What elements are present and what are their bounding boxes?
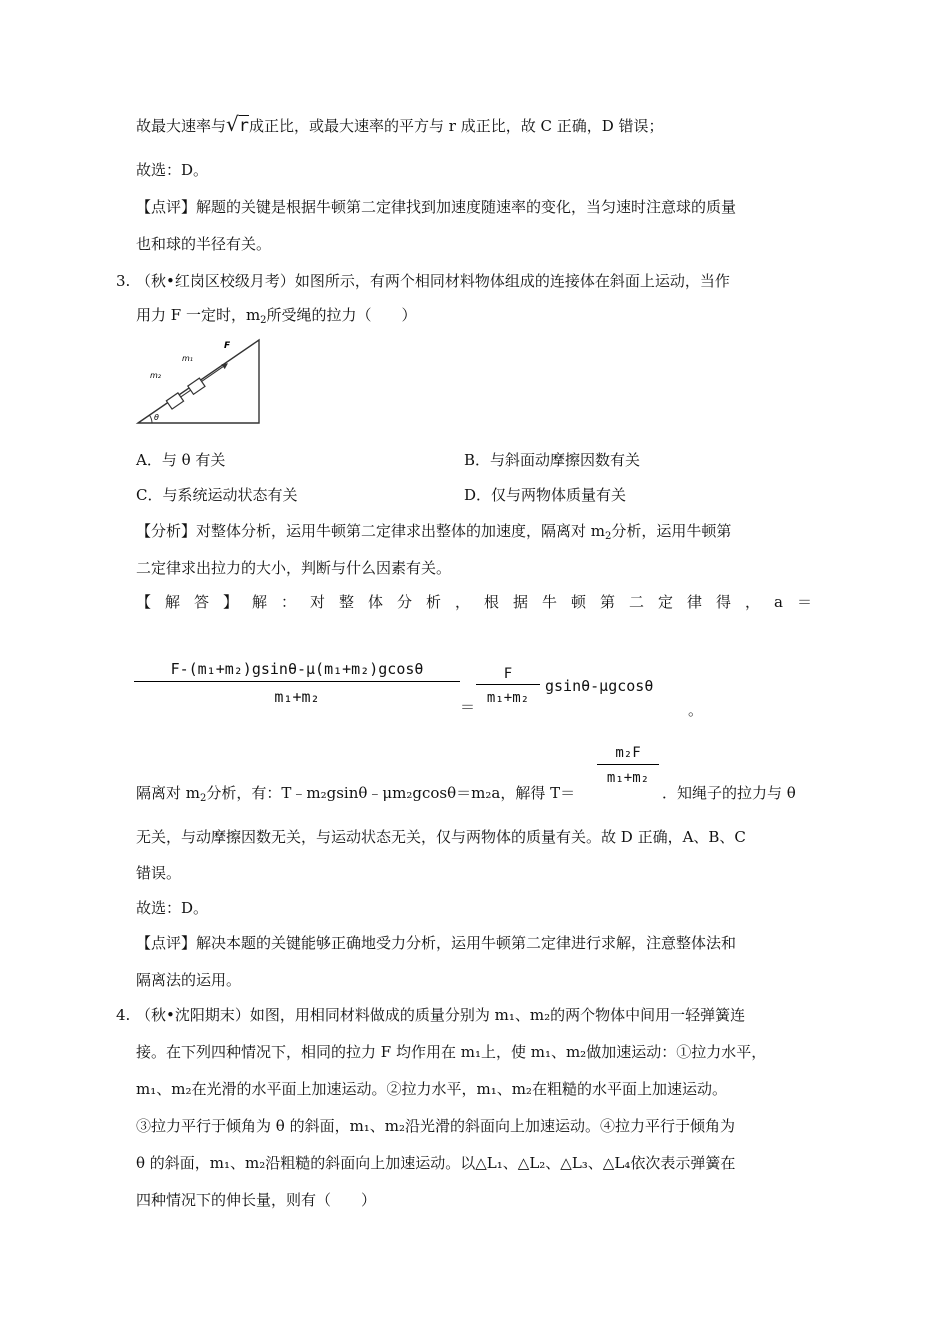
sol-token: 体 — [368, 593, 384, 611]
force-arrow — [202, 367, 223, 382]
sol-token: ＝ — [796, 593, 812, 611]
question-line: （秋•沈阳期末）如图，用相同材料做成的质量分别为 m₁、m₂的两个物体中间用一轻弹簧连 — [136, 1006, 746, 1024]
option-a: A．与 θ 有关 — [136, 451, 226, 469]
subscript: 2 — [200, 793, 207, 804]
question-line: 接。在下列四种情况下，相同的拉力 F 均作用在 m₁上，使 m₁、m₂做加速运动：①拉力水平， — [136, 1043, 767, 1061]
sol-token: ： — [281, 593, 297, 611]
sol-token: 解 — [252, 593, 268, 611]
text-segment: 故最大速率与 — [136, 117, 227, 135]
sol-token: 顿 — [571, 593, 587, 611]
sol-token: 整 — [339, 593, 355, 611]
sol-token: 对 — [310, 593, 326, 611]
label-m2: m₂ — [150, 371, 161, 380]
sol-token: 定 — [658, 593, 674, 611]
equation-period: 。 — [688, 701, 704, 719]
subscript: 2 — [260, 315, 267, 326]
question-line — [136, 305, 417, 331]
question-number: 3. — [116, 272, 131, 290]
solution-line — [136, 592, 812, 612]
angle-arc — [150, 415, 152, 423]
arrow-head — [221, 361, 229, 369]
text-segment: 成正比，或最大速率的平方与 r 成正比，故 C 正确，D 错误； — [249, 117, 664, 135]
label-F: F — [224, 341, 231, 351]
question-line: （秋•红岗区校级月考）如图所示，有两个相同材料物体组成的连接体在斜面上运动，当作 — [136, 272, 730, 290]
sol-token: 第 — [600, 593, 616, 611]
block-m2 — [166, 393, 183, 409]
analysis-line: 二定律求出拉力的大小，判断与什么因素有关。 — [136, 559, 452, 577]
label-m1: m₁ — [182, 354, 193, 363]
sol-token: 牛 — [542, 593, 558, 611]
equation-fraction-1 — [134, 657, 460, 708]
sol-token: 答 — [194, 593, 210, 611]
text-segment: 分析，有：T﹣m₂gsinθ﹣μm₂gcosθ＝m₂a，解得 T＝ — [206, 784, 576, 802]
sol-token: 律 — [687, 593, 703, 611]
text-segment: 分析，运用牛顿第 — [611, 522, 732, 540]
question-line: m₁、m₂在光滑的水平面上加速运动。②拉力水平，m₁、m₂在粗糙的水平面上加速运动。 — [136, 1080, 727, 1098]
text-segment: 隔离对 m — [136, 784, 200, 802]
sol-token: 解 — [165, 593, 181, 611]
equals-sign: ＝ — [460, 698, 476, 716]
sol-token: 分 — [397, 593, 413, 611]
subscript: 2 — [605, 531, 612, 542]
fraction-numerator: F-(m₁+m₂)gsinθ-μ(m₁+m₂)gcosθ — [170, 660, 424, 678]
fraction-numerator: F — [503, 666, 513, 682]
sol-token: 得 — [716, 593, 732, 611]
text-segment: 所受绳的拉力（ ） — [266, 306, 417, 324]
sqrt-expression — [226, 112, 249, 136]
answer-line: 故选：D。 — [136, 899, 209, 917]
sqrt-symbol: √ — [226, 112, 239, 136]
equation-tail: gsinθ-μgcosθ — [545, 677, 654, 695]
option-d: D．仅与两物体质量有关 — [464, 486, 627, 504]
fraction-denominator: m₁+m₂ — [274, 688, 320, 706]
fraction-denominator: m₁+m₂ — [606, 770, 650, 786]
conclusion-line: 无关，与动摩擦因数无关，与运动状态无关，仅与两物体的质量有关。故 D 正确，A、B、C — [136, 828, 746, 846]
text-segment: ．知绳子的拉力与 θ — [662, 784, 796, 802]
isolation-line — [136, 783, 575, 809]
option-b: B．与斜面动摩擦因数有关 — [464, 451, 641, 469]
conclusion-line: 错误。 — [136, 864, 182, 882]
question-line: 四种情况下的伸长量，则有（ ） — [136, 1191, 377, 1209]
comment-line: 【点评】解决本题的关键能够正确地受力分析，运用牛顿第二定律进行求解，注意整体法和 — [136, 934, 737, 952]
comment-line: 也和球的半径有关。 — [136, 235, 272, 253]
tension-fraction — [597, 742, 659, 789]
label-theta: θ — [154, 413, 159, 422]
fraction-denominator: m₁+m₂ — [486, 690, 530, 706]
radicand: r — [238, 116, 250, 136]
text-segment: 用力 F 一定时，m — [136, 306, 261, 324]
sol-token: 据 — [513, 593, 529, 611]
sol-token: 】 — [223, 593, 239, 611]
rope — [181, 390, 191, 397]
incline-figure — [134, 334, 264, 426]
sol-token: ， — [455, 593, 471, 611]
sol-token: ， — [745, 593, 761, 611]
text-segment: 【分析】对整体分析，运用牛顿第二定律求出整体的加速度，隔离对 m — [136, 522, 605, 540]
comment-line: 【点评】解题的关键是根据牛顿第二定律找到加速度随速率的变化，当匀速时注意球的质量 — [136, 198, 737, 216]
sol-token: a — [774, 593, 783, 611]
question-line: θ 的斜面，m₁、m₂沿粗糙的斜面向上加速运动。以△L₁、△L₂、△L₃、△L₄依次表示弹簧在 — [136, 1154, 736, 1172]
question-number: 4. — [116, 1006, 131, 1024]
analysis-line — [136, 521, 731, 547]
answer-line: 故选：D。 — [136, 161, 209, 179]
sol-token: 二 — [629, 593, 645, 611]
comment-line: 隔离法的运用。 — [136, 971, 242, 989]
text-line — [136, 112, 664, 138]
fraction-numerator: m₂F — [615, 745, 641, 761]
sol-token: 【 — [136, 593, 152, 611]
question-line: ③拉力平行于倾角为 θ 的斜面，m₁、m₂沿光滑的斜面向上加速运动。④拉力平行于倾角为 — [136, 1117, 736, 1135]
sol-token: 析 — [426, 593, 442, 611]
sol-token: 根 — [484, 593, 500, 611]
option-c: C．与系统运动状态有关 — [136, 486, 298, 504]
equation-fraction-2 — [476, 664, 540, 709]
